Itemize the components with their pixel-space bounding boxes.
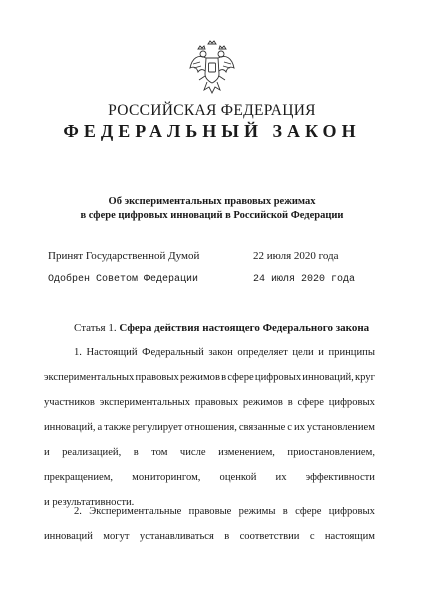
word: в xyxy=(221,372,227,383)
word: 1. xyxy=(74,347,82,358)
word: цифровых xyxy=(328,397,375,408)
word: 2. xyxy=(74,506,82,517)
word: экспериментальных xyxy=(44,372,135,383)
law-type-heading: ФЕДЕРАЛЬНЫЙ ЗАКОН xyxy=(63,121,361,141)
article-heading xyxy=(74,322,369,334)
word: в xyxy=(133,447,139,458)
word: их xyxy=(275,472,287,483)
word: сфере xyxy=(295,506,322,517)
word: регулирует xyxy=(132,422,183,433)
word: в xyxy=(224,531,230,542)
word: и xyxy=(318,347,324,358)
word: правовых xyxy=(135,372,179,383)
word: том xyxy=(151,447,168,458)
word: Федеральный xyxy=(142,347,204,358)
text-line xyxy=(44,415,375,440)
word: могут xyxy=(103,531,130,542)
word: принципы xyxy=(328,347,375,358)
word: настоящим xyxy=(324,531,375,542)
coat-of-arms-emblem xyxy=(188,40,236,96)
word: участников xyxy=(44,397,95,408)
word: правовые xyxy=(188,506,232,517)
paragraph-1 xyxy=(44,340,375,515)
word: с xyxy=(309,531,315,542)
word: цифровых xyxy=(254,372,302,383)
word: цифровых xyxy=(328,506,375,517)
word: также xyxy=(104,422,131,433)
word: и результативности. xyxy=(44,497,135,508)
word: сфере xyxy=(297,397,324,408)
word: числе xyxy=(179,447,206,458)
word: установлением xyxy=(306,422,375,433)
country-name: РОССИЙСКАЯ ФЕДЕРАЦИЯ xyxy=(108,102,316,119)
word: определяет xyxy=(237,347,288,358)
article-number: Статья 1. xyxy=(74,322,117,334)
word: правовых xyxy=(194,397,239,408)
law-title-line: в сфере цифровых инноваций в Российской Федерации xyxy=(80,210,344,221)
adoption-date: 24 июля 2020 года xyxy=(253,274,356,285)
law-title xyxy=(0,195,424,223)
text-line xyxy=(44,365,375,390)
word: режимов xyxy=(179,372,220,383)
word: связанные xyxy=(238,422,286,433)
text-line xyxy=(44,340,375,365)
text-line xyxy=(44,499,375,524)
word: инноваций, xyxy=(302,372,354,383)
word: круг xyxy=(355,372,375,383)
word: их xyxy=(293,422,305,433)
adoption-label: Принят Государственной Думой xyxy=(48,250,200,262)
word: режимов xyxy=(242,397,283,408)
word: устанавливаться xyxy=(139,531,214,542)
adoption-date: 22 июля 2020 года xyxy=(253,250,339,262)
word: в xyxy=(282,506,288,517)
word: Настоящий xyxy=(86,347,138,358)
word: экспериментальных xyxy=(99,397,191,408)
text-line xyxy=(44,390,375,415)
word: прекращением, xyxy=(44,472,114,483)
word: изменением, xyxy=(218,447,275,458)
word: инноваций, xyxy=(44,422,96,433)
text-line xyxy=(44,440,375,465)
word: цели xyxy=(292,347,314,358)
word: Экспериментальные xyxy=(89,506,182,517)
word: оценкой xyxy=(219,472,257,483)
word: а xyxy=(97,422,103,433)
word: мониторингом, xyxy=(132,472,201,483)
word: эффективности xyxy=(305,472,375,483)
word: закон xyxy=(208,347,233,358)
word: приостановлением, xyxy=(287,447,375,458)
word: реализацией, xyxy=(62,447,122,458)
paragraph-2 xyxy=(44,499,375,549)
adoption-label: Одобрен Советом Федерации xyxy=(48,274,199,285)
word: инноваций xyxy=(44,531,93,542)
word: отношения, xyxy=(184,422,237,433)
word: с xyxy=(287,422,292,433)
word: соответствии xyxy=(239,531,300,542)
word: и xyxy=(44,447,50,458)
word: сфере xyxy=(227,372,254,383)
law-title-line: Об экспериментальных правовых режимах xyxy=(108,196,316,207)
text-line xyxy=(44,465,375,490)
text-line xyxy=(44,524,375,549)
word: в xyxy=(287,397,293,408)
word: режимы xyxy=(238,506,276,517)
article-title: Сфера действия настоящего Федерального закона xyxy=(119,322,370,334)
